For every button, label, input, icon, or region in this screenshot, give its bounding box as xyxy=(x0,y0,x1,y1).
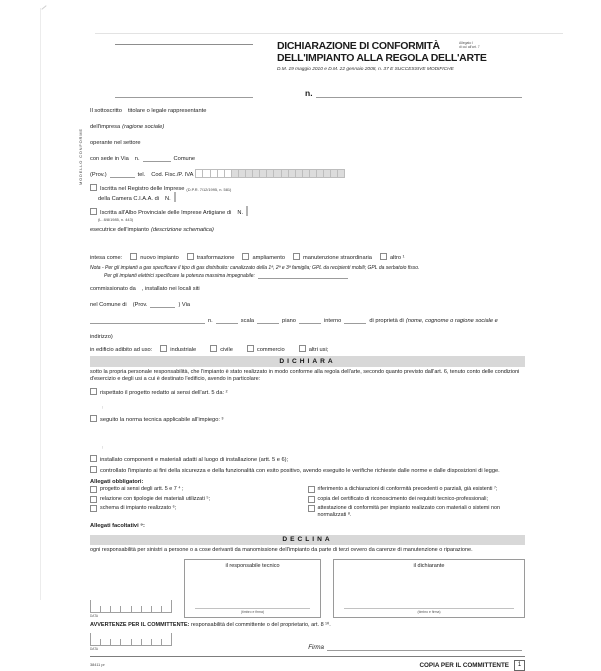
sheet-edge-line xyxy=(40,8,41,600)
label-ragione-sociale: (ragione sociale) xyxy=(122,124,165,130)
row-norma-cont2 xyxy=(90,440,525,449)
allegato-relazione-label: relazione con tipologie dei materiali utilizzati ⁵; xyxy=(100,495,211,502)
dichiara-bar: DICHIARA xyxy=(90,356,525,367)
progetto-checkbox[interactable] xyxy=(90,388,97,395)
row-progetto xyxy=(90,387,525,396)
label-installato: , installato nei locali siti xyxy=(141,286,200,292)
top-rule-dark xyxy=(115,44,253,45)
declina-testo: ogni responsabilità per sinistri a persone o a cose derivanti da manomissione dell'impianto da parte di terzi ovvero da carenze di manutenzione o riparazione. xyxy=(90,547,473,554)
allegati-col-left xyxy=(90,486,308,517)
row-nota-gas xyxy=(90,264,525,271)
civico-field[interactable] xyxy=(143,154,171,162)
footer xyxy=(90,656,525,671)
label-indirizzo: indirizzo) xyxy=(90,334,113,340)
avvertenze-text: responsabilità del committente o del proprietario, art. 8 ¹⁰. xyxy=(189,621,331,628)
allegato-item xyxy=(308,505,526,517)
label-titolare: titolare o legale rappresentante xyxy=(127,108,207,114)
date-grid[interactable] xyxy=(90,600,172,613)
timbro-firma-caption: (timbro e firma) xyxy=(241,610,264,615)
form-code: 38411 pr xyxy=(90,663,105,668)
timbro-firma-caption: (timbro e firma) xyxy=(417,610,441,615)
registro-checkbox[interactable] xyxy=(90,184,97,191)
civico-impianto-field[interactable] xyxy=(216,316,238,324)
row-commissionato xyxy=(90,283,525,292)
label-tel: tel. xyxy=(137,172,146,178)
label-impresa: dell'impresa xyxy=(90,124,121,130)
row-uso xyxy=(90,344,525,353)
number-label: n. xyxy=(305,88,313,98)
label-ampliamento: ampliamento xyxy=(252,255,286,261)
title-subtitle: D.M. 19 maggio 2010 e D.M. 22 gennaio 2008, n. 37 E SUCCESSIVE MODIFICHE xyxy=(277,67,454,73)
label-commissionato: commissionato da xyxy=(90,286,136,292)
label-prov-open: (Prov. xyxy=(132,302,148,308)
copy-indicator xyxy=(419,660,525,671)
row-comune-impianto xyxy=(90,299,525,308)
row-norma xyxy=(90,414,525,423)
label-altro: altro ¹ xyxy=(389,255,405,261)
label-comune: Comune xyxy=(173,156,196,162)
label-registro-rif: (D.P.R. 7/12/1995, n. 581) xyxy=(186,187,232,192)
avvertenze xyxy=(90,622,525,628)
label-allegati-facoltativi: Allegati facoltativi ⁹: xyxy=(90,522,145,529)
side-label-modello-conforme: MODELLO CONFORME xyxy=(78,128,83,185)
allegato-item xyxy=(90,496,308,506)
label-nuovo-impianto: nuovo impianto xyxy=(140,255,179,261)
row-camera xyxy=(98,192,525,202)
commercio-checkbox[interactable] xyxy=(247,345,254,352)
manutenzione-checkbox[interactable] xyxy=(293,253,300,260)
codfisc-cells[interactable] xyxy=(195,169,345,178)
allegato-certificato-checkbox[interactable] xyxy=(308,496,315,503)
label-esecutrice: esecutrice dell'impianto xyxy=(90,227,149,233)
row-progetto-cont xyxy=(90,400,525,409)
label-intesa: intesa come: xyxy=(90,255,123,261)
industriale-checkbox[interactable] xyxy=(160,345,167,352)
ampliamento-checkbox[interactable] xyxy=(242,253,249,260)
label-registro: Iscritta nel Registro delle Imprese xyxy=(100,186,185,192)
dichiara-premessa: sotto la propria personale responsabilità, che l'impianto è stato realizzato in modo conforme alla regola dell'arte, secondo quanto previsto dall'art. 6, tenuto conto delle condizioni d'esercizio e degli usi a cui è destinato l'edificio, avendo in particolare: xyxy=(90,368,520,382)
row-allegati-facoltativi xyxy=(90,520,525,529)
row-indirizzo xyxy=(90,331,525,340)
label-trasformazione: trasformazione xyxy=(196,255,235,261)
dichiarante-signature-box[interactable] xyxy=(333,559,525,618)
allegato-item xyxy=(308,496,526,506)
prov-impianto-field[interactable] xyxy=(150,300,175,308)
row-esecutrice xyxy=(90,224,525,233)
label-altri-usi: altri usi; xyxy=(308,347,329,353)
row-settore xyxy=(90,137,525,146)
controllato-checkbox[interactable] xyxy=(90,466,97,473)
label-scala: scala xyxy=(240,318,255,324)
allegato-item xyxy=(308,486,526,496)
row-prov-tel xyxy=(90,169,525,178)
label-codfisc: Cod. Fisc./P. IVA xyxy=(151,172,194,178)
label-camera-n: N. xyxy=(165,196,171,202)
responsabile-tecnico-label: il responsabile tecnico xyxy=(225,562,280,569)
row-dettagli-impianto xyxy=(90,315,525,324)
label-n2: n. xyxy=(208,318,213,324)
allegato-schema-checkbox[interactable] xyxy=(90,505,97,512)
form-body xyxy=(90,88,525,671)
row-esecutrice-cont xyxy=(90,238,525,247)
label-allegati-obbligatori: Allegati obbligatori: xyxy=(90,479,144,486)
nota-elettrici: Per gli impianti elettrici specificare la potenza massima impegnabile: xyxy=(104,273,255,279)
date-label: DATA xyxy=(90,613,99,618)
label-norma: seguito la norma tecnica applicabile all'impiego: ³ xyxy=(100,417,224,424)
label-sottoscritto: Il sottoscritto xyxy=(90,108,122,114)
componenti-checkbox[interactable] xyxy=(90,455,97,462)
row-norma-cont1 xyxy=(90,427,525,436)
firma-label: Firma xyxy=(308,643,324,651)
potenza-field[interactable] xyxy=(258,271,348,279)
label-componenti: installato componenti e materiali adatti al luogo di installazione (artt. 5 e 6); xyxy=(100,457,289,464)
declina-bar: DECLINA xyxy=(90,535,525,546)
row-albo xyxy=(90,206,525,216)
row-impresa xyxy=(90,121,525,130)
avvertenze-bold: AVVERTENZE PER IL COMMITTENTE: xyxy=(90,621,190,628)
nuovo-impianto-checkbox[interactable] xyxy=(130,253,137,260)
label-albo: Iscritta all'Albo Provinciale delle Imprese Artigiane di xyxy=(100,210,232,216)
camera-n-box[interactable] xyxy=(174,192,176,202)
signature-row xyxy=(90,559,525,618)
civile-checkbox[interactable] xyxy=(210,345,217,352)
copy-number-box: 1 xyxy=(514,660,525,671)
allegato-attestazione-checkbox[interactable] xyxy=(308,505,315,512)
allegato-relazione-checkbox[interactable] xyxy=(90,496,97,503)
allegato-note xyxy=(459,41,504,50)
signature-line xyxy=(195,608,310,609)
row-albo-rif xyxy=(98,216,525,222)
firma-row xyxy=(90,633,525,651)
prov-field[interactable] xyxy=(110,170,135,178)
row-intesa xyxy=(90,252,525,261)
label-albo-rif: (L. 8/8/1985, n. 443) xyxy=(98,217,134,222)
albo-n-box[interactable] xyxy=(246,206,248,216)
copia-label: COPIA PER IL COMMITTENTE xyxy=(419,661,509,669)
label-operante: operante nel settore xyxy=(90,140,141,146)
row-componenti xyxy=(90,454,525,463)
signature-line xyxy=(344,608,514,609)
dichiarante-label: il dichiarante xyxy=(413,562,445,569)
nota-gas: Nota - Per gli impianti a gas specificare il tipo di gas distribuito: canalizzato della 1ª, 2ª e 3ª famiglia; GPL da recipienti mobili; GPL da serbatoio fisso. xyxy=(90,265,420,271)
header-left-line xyxy=(115,90,253,98)
label-commercio: commercio xyxy=(256,347,285,353)
label-con-sede: con sede in Via xyxy=(90,156,129,162)
label-prov: (Prov.) xyxy=(90,172,107,178)
row-controllato xyxy=(90,465,525,474)
row-sottoscritto xyxy=(90,105,525,114)
norma-semicolon: ; xyxy=(102,444,104,450)
date-column xyxy=(90,600,172,618)
allegato-progetto-label: progetto ai sensi degli artt. 5 e 7 ⁴ ; xyxy=(100,486,184,493)
row-nota-elettrici xyxy=(104,271,525,279)
allegati-columns xyxy=(90,486,525,517)
allegato-certificato-label: copia del certificato di riconoscimento dei requisiti tecnico-professionali; xyxy=(317,495,488,502)
number-field[interactable] xyxy=(316,90,522,98)
date-label-2: DATA xyxy=(90,646,99,651)
label-uso: in edificio adibito ad uso: xyxy=(90,347,153,353)
altri-usi-checkbox[interactable] xyxy=(299,345,306,352)
allegato-riferimento-checkbox[interactable] xyxy=(308,486,315,493)
allegati-col-right xyxy=(308,486,526,517)
progetto-semicolon: ; xyxy=(102,404,104,410)
label-via2: ) Via xyxy=(178,302,191,308)
label-nel-comune: nel Comune di xyxy=(90,302,127,308)
title-line1: DICHIARAZIONE DI CONFORMITÀ xyxy=(277,40,440,52)
allegato-attestazione-label: attestazione di conformità per impianto realizzato con materiali o sistemi non normalizzati ⁸. xyxy=(317,505,500,518)
number-row xyxy=(90,88,525,98)
title-line2: DELL'IMPIANTO ALLA REGOLA DELL'ARTE xyxy=(277,52,487,65)
allegato-line1: Allegato I xyxy=(459,41,474,45)
row-sede xyxy=(90,153,525,162)
top-rule-light xyxy=(95,33,563,34)
label-industriale: industriale xyxy=(170,347,197,353)
label-proprieta: di proprietà di xyxy=(369,318,404,324)
row-allegati-obbligatori xyxy=(90,476,525,485)
label-progetto: rispettato il progetto redatto ai sensi dell'art. 5 da: ² xyxy=(100,390,228,397)
allegato-item xyxy=(90,486,308,496)
interno-field[interactable] xyxy=(344,316,366,324)
label-esecutrice-nota: (descrizione schematica) xyxy=(150,227,214,233)
albo-checkbox[interactable] xyxy=(90,208,97,215)
date-column-2 xyxy=(90,633,172,651)
piano-field[interactable] xyxy=(299,316,321,324)
date-grid-2[interactable] xyxy=(90,633,172,646)
label-civile: civile xyxy=(220,347,233,353)
trasformazione-checkbox[interactable] xyxy=(187,253,194,260)
via-impianto-field-2[interactable] xyxy=(90,316,205,324)
label-n: n. xyxy=(134,156,140,162)
allegato-line2: di cui all'art. 7 xyxy=(459,45,480,50)
firma-field[interactable] xyxy=(327,643,522,651)
label-piano: piano xyxy=(282,318,296,324)
allegato-schema-label: schema di impianto realizzato ⁶; xyxy=(100,505,177,512)
responsabile-tecnico-signature-box[interactable] xyxy=(184,559,321,618)
row-registro xyxy=(90,183,525,192)
label-albo-n: N. xyxy=(237,210,244,216)
label-manutenzione: manutenzione straordinaria xyxy=(303,255,372,261)
norma-checkbox[interactable] xyxy=(90,415,97,422)
label-camera: della Camera C.I.A.A. di xyxy=(98,196,160,202)
label-proprieta-nota: (nome, cognome o ragione sociale e xyxy=(405,318,498,324)
label-interno: interno xyxy=(323,318,342,324)
allegato-riferimento-label: riferimento a dichiarazioni di conformità precedenti o parziali, già esistenti ⁷; xyxy=(317,486,498,493)
corner-mark xyxy=(41,5,46,10)
allegato-progetto-checkbox[interactable] xyxy=(90,486,97,493)
altro-checkbox[interactable] xyxy=(380,253,387,260)
scala-field[interactable] xyxy=(257,316,279,324)
label-controllato: controllato l'impianto ai fini della sicurezza e della funzionalità con esito positivo, avendo eseguito le verifiche richieste dalle norme e dalle disposizioni di legge. xyxy=(100,468,500,475)
allegato-item xyxy=(90,505,308,515)
